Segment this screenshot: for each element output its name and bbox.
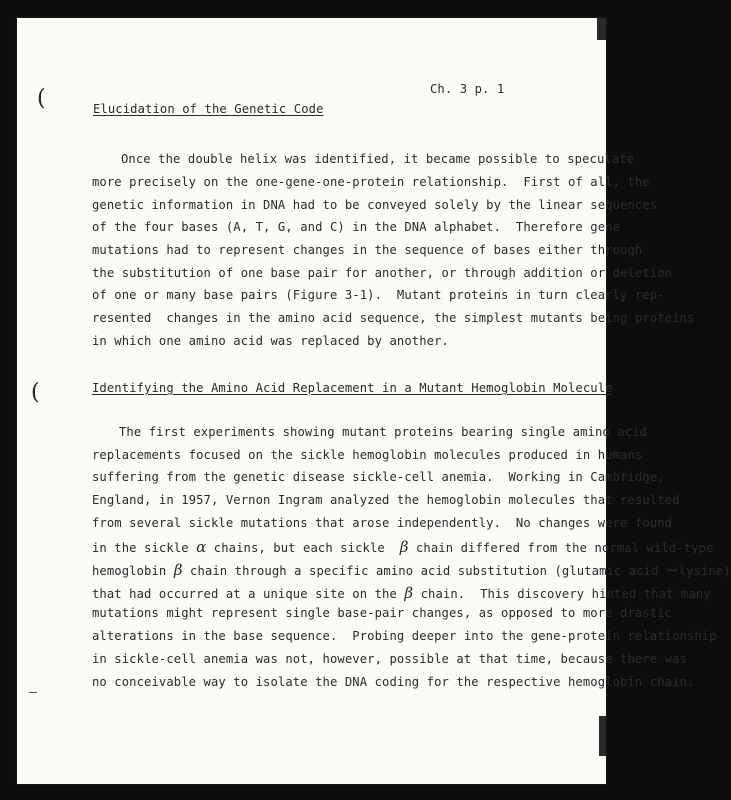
- line-text: that had occurred at a unique site on the: [92, 587, 405, 601]
- paragraph-line: mutations might represent single base-pair changes, as opposed to more drastic: [92, 606, 673, 620]
- handwritten-beta: β: [404, 584, 414, 602]
- paragraph-line: from several sickle mutations that arose independently. No changes were found: [92, 516, 673, 530]
- punch-hole-mark: (: [37, 86, 46, 111]
- paragraph-line: resented changes in the amino acid sequence, the simplest mutants being proteins: [92, 311, 695, 325]
- paragraph-line: alterations in the base sequence. Probing deeper into the gene-protein relationship: [92, 629, 717, 643]
- paragraph-line: in sickle-cell anemia was not, however, possible at that time, because there was: [92, 652, 687, 666]
- paragraph-line: of one or many base pairs (Figure 3-1). Mutant proteins in turn clearly rep-: [92, 288, 665, 302]
- document-page: [17, 18, 731, 784]
- page-corner-shadow: [597, 18, 606, 40]
- line-text: chain differed from the normal wild-type: [408, 541, 714, 555]
- paragraph-line: no conceivable way to isolate the DNA coding for the respective hemoglobin chain.: [92, 675, 695, 689]
- line-text: lysine): [678, 564, 731, 578]
- handwritten-alpha: α: [196, 538, 207, 556]
- section-heading: Elucidation of the Genetic Code: [93, 102, 324, 116]
- paragraph-line: more precisely on the one-gene-one-protein relationship. First of all, the: [92, 175, 650, 189]
- line-text: chain through a specific amino acid substitution (glutamic acid: [182, 564, 667, 578]
- paragraph-line: the substitution of one base pair for another, or through addition or deletion: [92, 266, 673, 280]
- handwritten-arrow: →: [666, 561, 679, 579]
- line-text: hemoglobin: [92, 564, 174, 578]
- section-heading: Identifying the Amino Acid Replacement in a Mutant Hemoglobin Molecule: [92, 381, 613, 395]
- paragraph-line: [92, 584, 711, 602]
- paragraph-line: [92, 538, 713, 556]
- margin-mark: [29, 692, 37, 693]
- paragraph-line: replacements focused on the sickle hemoglobin molecules produced in humans: [92, 448, 643, 462]
- paragraph-line: of the four bases (A, T, G, and C) in the DNA alphabet. Therefore gene: [92, 220, 621, 234]
- paragraph-line: genetic information in DNA had to be conveyed solely by the linear sequences: [92, 198, 658, 212]
- paragraph-line: Once the double helix was identified, it became possible to speculate: [121, 152, 635, 166]
- paragraph-line: mutations had to represent changes in the sequence of bases either through: [92, 243, 643, 257]
- paragraph-line: The first experiments showing mutant proteins bearing single amino acid: [119, 425, 648, 439]
- punch-hole-mark: (: [31, 380, 40, 405]
- handwritten-beta: β: [173, 561, 183, 579]
- paragraph-line: England, in 1957, Vernon Ingram analyzed the hemoglobin molecules that resulted: [92, 493, 680, 507]
- line-text: in the sickle: [92, 541, 197, 555]
- page-edge-shadow: [599, 716, 606, 756]
- paragraph-line: in which one amino acid was replaced by another.: [92, 334, 449, 348]
- line-text: chains, but each sickle: [206, 541, 400, 555]
- paragraph-line: [92, 561, 731, 579]
- line-text: chain. This discovery hinted that many: [413, 587, 711, 601]
- page-number-label: Ch. 3 p. 1: [430, 82, 505, 96]
- handwritten-beta: β: [399, 538, 409, 556]
- paragraph-line: suffering from the genetic disease sickle-cell anemia. Working in Cambridge,: [92, 470, 665, 484]
